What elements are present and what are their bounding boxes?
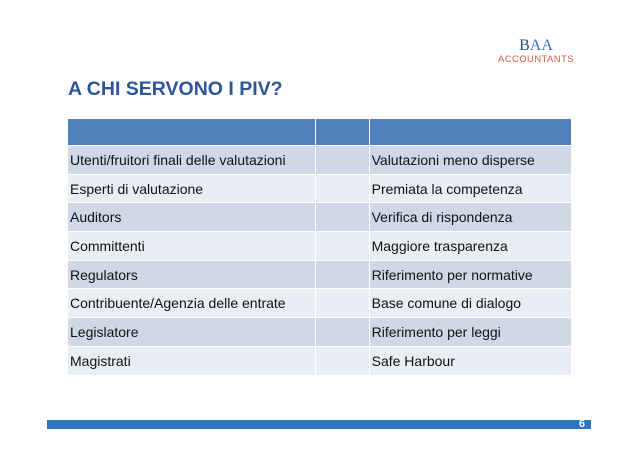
table-cell-mid <box>316 174 369 203</box>
table-cell-who: Regulators <box>68 260 316 289</box>
table-cell-mid <box>316 289 369 318</box>
table-cell-benefit: Premiata la competenza <box>369 174 571 203</box>
table-header-cell <box>316 119 369 146</box>
table-cell-mid <box>316 146 369 175</box>
table-cell-benefit: Valutazioni meno disperse <box>369 146 571 175</box>
table-cell-mid <box>316 260 369 289</box>
table-cell-who: Esperti di valutazione <box>68 174 316 203</box>
table-row <box>68 346 572 375</box>
slide-title: A CHI SERVONO I PIV? <box>68 78 283 100</box>
logo-text: ACCOUNTANTS <box>497 54 574 65</box>
table-cell-mid <box>316 346 369 375</box>
table-cell-benefit: Riferimento per leggi <box>369 318 571 347</box>
piv-table <box>67 118 572 376</box>
table-cell-who: Legislatore <box>68 318 316 347</box>
logo-mark-aa: AA <box>529 37 553 54</box>
table-cell-who: Magistrati <box>68 346 316 375</box>
table-row <box>68 260 572 289</box>
table-cell-mid <box>316 203 369 232</box>
table-cell-who: Committenti <box>68 232 316 261</box>
table-row <box>68 232 572 261</box>
table-cell-who: Contribuente/Agenzia delle entrate <box>68 289 316 318</box>
table-cell-benefit: Safe Harbour <box>369 346 571 375</box>
table-cell-benefit: Base comune di dialogo <box>369 289 571 318</box>
table-row <box>68 174 572 203</box>
table-row <box>68 203 572 232</box>
table-row <box>68 318 572 347</box>
footer-bar <box>47 420 591 429</box>
table-cell-mid <box>316 318 369 347</box>
table-header-cell <box>68 119 316 146</box>
table-cell-benefit: Verifica di rispondenza <box>369 203 571 232</box>
table-header-cell <box>369 119 571 146</box>
table-cell-mid <box>316 232 369 261</box>
table-row <box>68 289 572 318</box>
table-cell-benefit: Riferimento per normative <box>369 260 571 289</box>
logo-mark-b: B <box>519 37 530 54</box>
table-row <box>68 146 572 175</box>
table-header-row <box>68 119 572 146</box>
logo-mark <box>493 38 579 54</box>
table-cell-who: Auditors <box>68 203 316 232</box>
table-cell-who: Utenti/fruitori finali delle valutazioni <box>68 146 316 175</box>
logo <box>493 38 579 65</box>
table-cell-benefit: Maggiore trasparenza <box>369 232 571 261</box>
page-number: 6 <box>578 418 585 430</box>
